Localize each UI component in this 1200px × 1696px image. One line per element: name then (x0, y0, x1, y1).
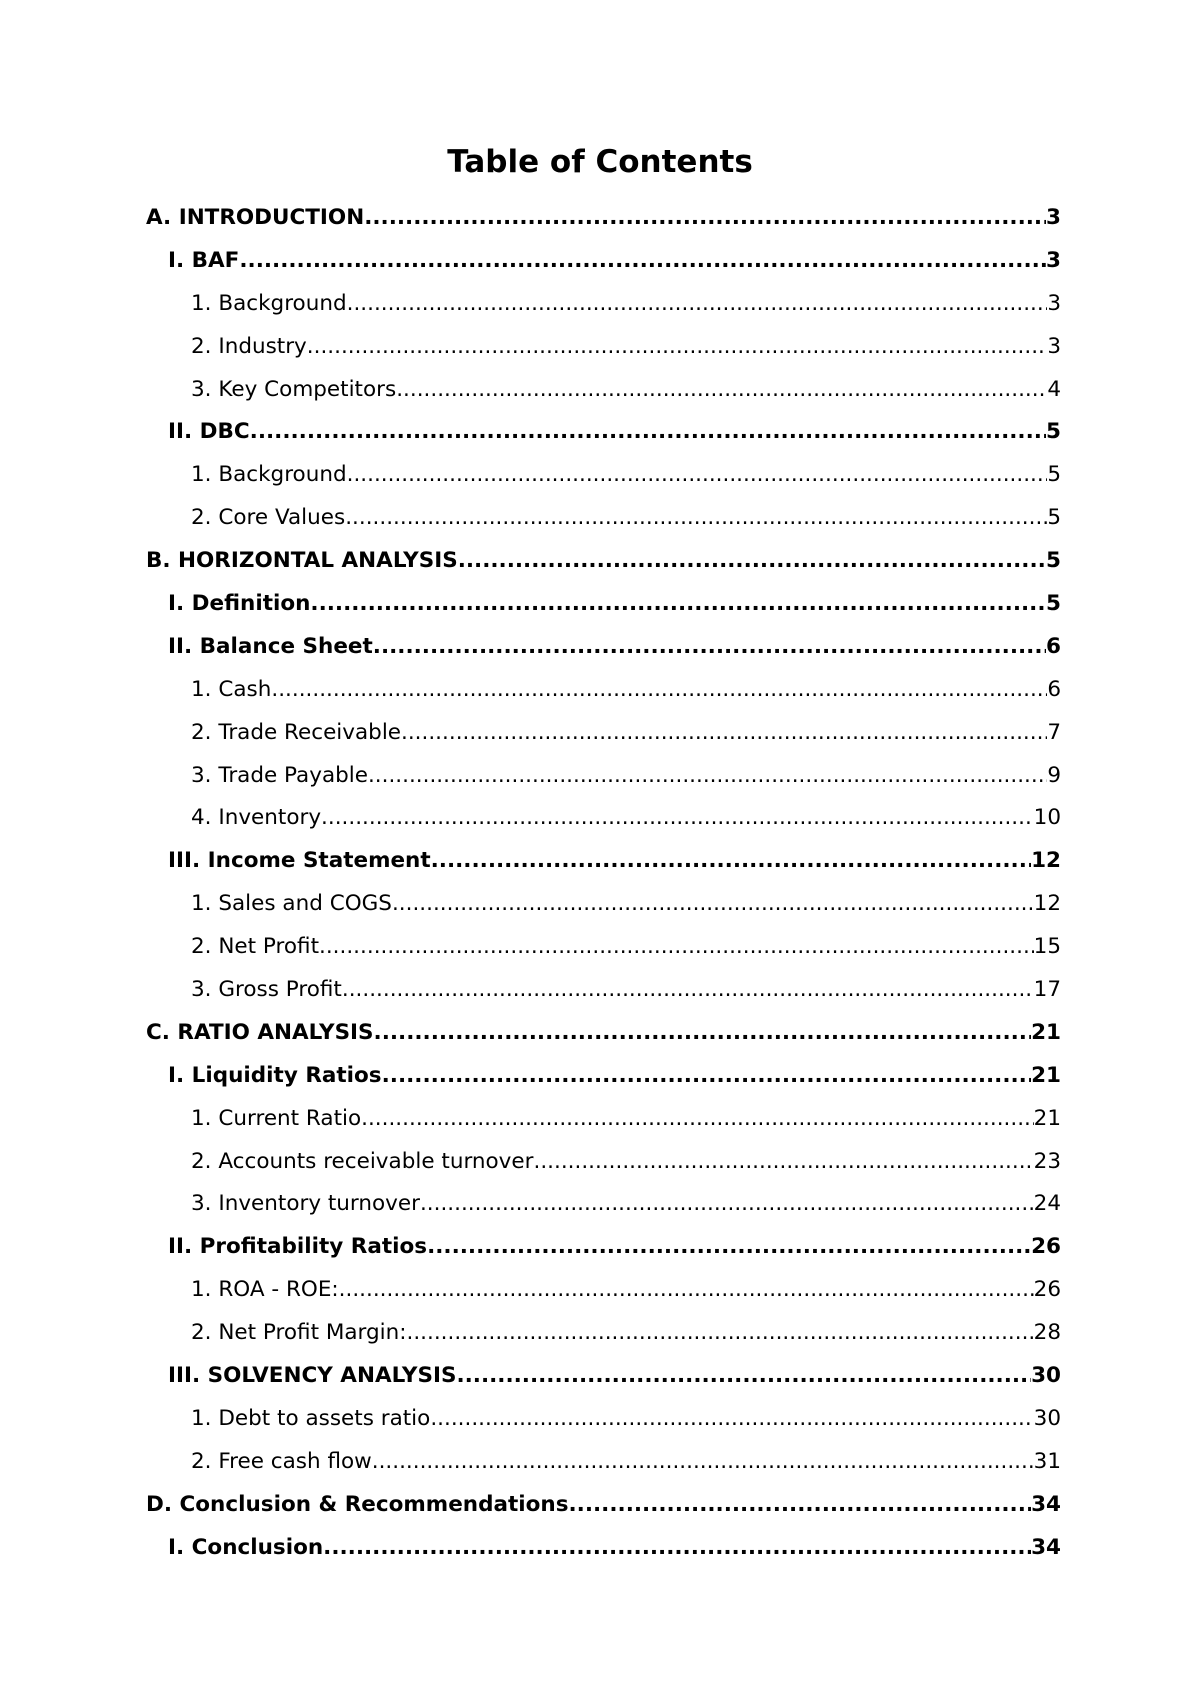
toc-entry-page-number: 28 (1033, 1320, 1061, 1346)
toc-dot-leader (373, 626, 1046, 669)
toc-entry-label: 2. Core Values (191, 505, 346, 531)
toc-entry-label: 2. Accounts receivable turnover (191, 1148, 534, 1174)
toc-entry-label: 2. Industry (191, 333, 307, 359)
toc-entry[interactable] (146, 1098, 1061, 1141)
toc-entry[interactable] (146, 926, 1061, 969)
toc-entry-label: 3. Gross Profit (191, 977, 342, 1003)
toc-entry-page-number: 31 (1033, 1448, 1061, 1474)
toc-entry-page-number: 26 (1031, 1234, 1061, 1260)
toc-entry-page-number: 34 (1031, 1534, 1061, 1560)
toc-entry-label: D. Conclusion & Recommendations (146, 1491, 569, 1517)
toc-entry-label: A. INTRODUCTION (146, 205, 365, 230)
toc-entry-label: I. Liquidity Ratios (168, 1062, 382, 1088)
toc-entry[interactable] (146, 1527, 1061, 1570)
toc-entry[interactable] (146, 712, 1061, 755)
toc-entry[interactable] (146, 583, 1061, 626)
toc-entry-page-number: 7 (1047, 719, 1061, 745)
toc-entry-label: 1. Sales and COGS (191, 891, 392, 917)
toc-dot-leader (361, 1098, 1034, 1141)
toc-entry-label: 3. Trade Payable (191, 762, 368, 788)
toc-dot-leader (392, 883, 1034, 926)
toc-dot-leader (427, 1226, 1031, 1269)
toc-entry[interactable] (146, 669, 1061, 712)
toc-dot-leader (401, 712, 1047, 755)
toc-dot-leader (323, 1527, 1031, 1570)
toc-dot-leader (382, 1055, 1031, 1098)
toc-entry[interactable] (146, 1012, 1061, 1055)
toc-entry[interactable] (146, 197, 1061, 240)
toc-dot-leader (372, 1441, 1034, 1484)
toc-dot-leader (458, 540, 1046, 583)
toc-entry-label: 2. Net Profit Margin: (191, 1320, 407, 1346)
toc-dot-leader (239, 240, 1046, 283)
toc-entry-label: I. BAF (168, 247, 240, 273)
toc-entry[interactable] (146, 969, 1061, 1012)
toc-dot-leader (307, 326, 1048, 369)
toc-entry[interactable] (146, 1398, 1061, 1441)
toc-entry[interactable] (146, 1226, 1061, 1269)
toc-entry-page-number: 4 (1047, 376, 1061, 402)
toc-entry-page-number: 30 (1031, 1363, 1061, 1389)
toc-title: Table of Contents (447, 144, 753, 180)
toc-entry-label: 1. Current Ratio (191, 1105, 362, 1131)
toc-entry-page-number: 5 (1047, 505, 1061, 531)
toc-dot-leader (339, 1269, 1034, 1312)
toc-dot-leader (374, 1012, 1032, 1055)
toc-entry-page-number: 5 (1047, 462, 1061, 488)
toc-entry-page-number: 23 (1033, 1148, 1061, 1174)
toc-entry[interactable] (146, 1484, 1061, 1527)
toc-entry-page-number: 6 (1047, 676, 1061, 702)
toc-entry[interactable] (146, 1441, 1061, 1484)
toc-dot-leader (533, 1141, 1033, 1184)
toc-entry-label: 1. Cash (191, 676, 272, 702)
toc-entry-page-number: 10 (1033, 805, 1061, 831)
toc-entry-label: 3. Key Competitors (191, 376, 397, 402)
toc-dot-leader (250, 411, 1046, 454)
toc-entry-label: C. RATIO ANALYSIS (146, 1019, 374, 1045)
toc-entry-label: II. Profitability Ratios (168, 1234, 428, 1260)
toc-entry-page-number: 6 (1046, 633, 1061, 659)
toc-entry-page-number: 3 (1047, 333, 1061, 359)
toc-entry[interactable] (146, 1141, 1061, 1184)
toc-entry[interactable] (146, 454, 1061, 497)
toc-dot-leader (431, 840, 1031, 883)
toc-dot-leader (430, 1398, 1033, 1441)
toc-entry-label: II. Balance Sheet (168, 633, 373, 659)
toc-entry-label: B. HORIZONTAL ANALYSIS (146, 548, 458, 574)
toc-entry[interactable] (146, 1269, 1061, 1312)
toc-dot-leader (396, 369, 1047, 412)
toc-entry-label: III. SOLVENCY ANALYSIS (168, 1363, 457, 1389)
toc-entry[interactable] (146, 283, 1061, 326)
toc-entry-page-number: 9 (1047, 762, 1061, 788)
toc-entry-page-number: 5 (1046, 548, 1061, 574)
toc-entry[interactable] (146, 411, 1061, 454)
toc-entry-page-number: 3 (1046, 247, 1061, 273)
toc-entry-label: 4. Inventory (191, 805, 322, 831)
toc-dot-leader (345, 497, 1047, 540)
toc-entry[interactable] (146, 626, 1061, 669)
toc-entry-label: 1. Debt to assets ratio (191, 1405, 431, 1431)
toc-entry-page-number: 24 (1033, 1191, 1061, 1217)
toc-entry-page-number: 17 (1033, 977, 1061, 1003)
toc-entry-page-number: 21 (1033, 1105, 1061, 1131)
toc-entry-page-number: 3 (1047, 290, 1061, 316)
toc-dot-leader (364, 197, 1046, 240)
toc-entry-page-number: 12 (1031, 848, 1061, 874)
toc-entry-page-number: 12 (1033, 891, 1061, 917)
toc-entry-page-number: 5 (1046, 591, 1061, 617)
toc-dot-leader (347, 283, 1048, 326)
toc-dot-leader (420, 1183, 1034, 1226)
toc-entry-label: 2. Trade Receivable (191, 719, 402, 745)
toc-entry-page-number: 26 (1033, 1277, 1061, 1303)
toc-list (146, 197, 1061, 1570)
toc-entry-label: III. Income Statement (168, 848, 431, 874)
toc-entry-label: II. DBC (168, 419, 250, 445)
toc-dot-leader (456, 1355, 1031, 1398)
toc-entry-label: 1. ROA - ROE: (191, 1277, 339, 1303)
toc-entry-label: I. Conclusion (168, 1534, 324, 1560)
toc-entry[interactable] (146, 540, 1061, 583)
toc-dot-leader (321, 797, 1034, 840)
toc-entry-page-number: 15 (1033, 934, 1061, 960)
toc-dot-leader (342, 969, 1034, 1012)
toc-entry-label: 3. Inventory turnover (191, 1191, 420, 1217)
toc-entry-page-number: 5 (1046, 419, 1061, 445)
toc-entry[interactable] (146, 326, 1061, 369)
toc-entry-label: 1. Background (191, 462, 347, 488)
toc-entry-label: 2. Free cash flow (191, 1448, 372, 1474)
toc-entry[interactable] (146, 883, 1061, 926)
toc-dot-leader (347, 454, 1048, 497)
toc-dot-leader (368, 755, 1047, 798)
toc-dot-leader (271, 669, 1047, 712)
toc-entry-page-number: 30 (1033, 1405, 1061, 1431)
toc-dot-leader (310, 583, 1046, 626)
toc-entry[interactable] (146, 1355, 1061, 1398)
toc-entry-label: 2. Net Profit (191, 934, 320, 960)
toc-entry[interactable] (146, 1183, 1061, 1226)
toc-entry[interactable] (146, 840, 1061, 883)
toc-entry-page-number: 3 (1046, 205, 1061, 230)
toc-entry-page-number: 21 (1031, 1019, 1061, 1045)
toc-dot-leader (319, 926, 1034, 969)
toc-dot-leader (407, 1312, 1034, 1355)
toc-dot-leader (569, 1484, 1032, 1527)
toc-entry[interactable] (146, 240, 1061, 283)
toc-entry[interactable] (146, 755, 1061, 798)
toc-entry[interactable] (146, 797, 1061, 840)
toc-entry-page-number: 34 (1031, 1491, 1061, 1517)
toc-entry-label: 1. Background (191, 290, 347, 316)
toc-entry[interactable] (146, 1055, 1061, 1098)
toc-entry[interactable] (146, 1312, 1061, 1355)
toc-entry[interactable] (146, 497, 1061, 540)
toc-entry-label: I. Definition (168, 591, 311, 617)
toc-entry-page-number: 21 (1031, 1062, 1061, 1088)
toc-entry[interactable] (146, 369, 1061, 412)
